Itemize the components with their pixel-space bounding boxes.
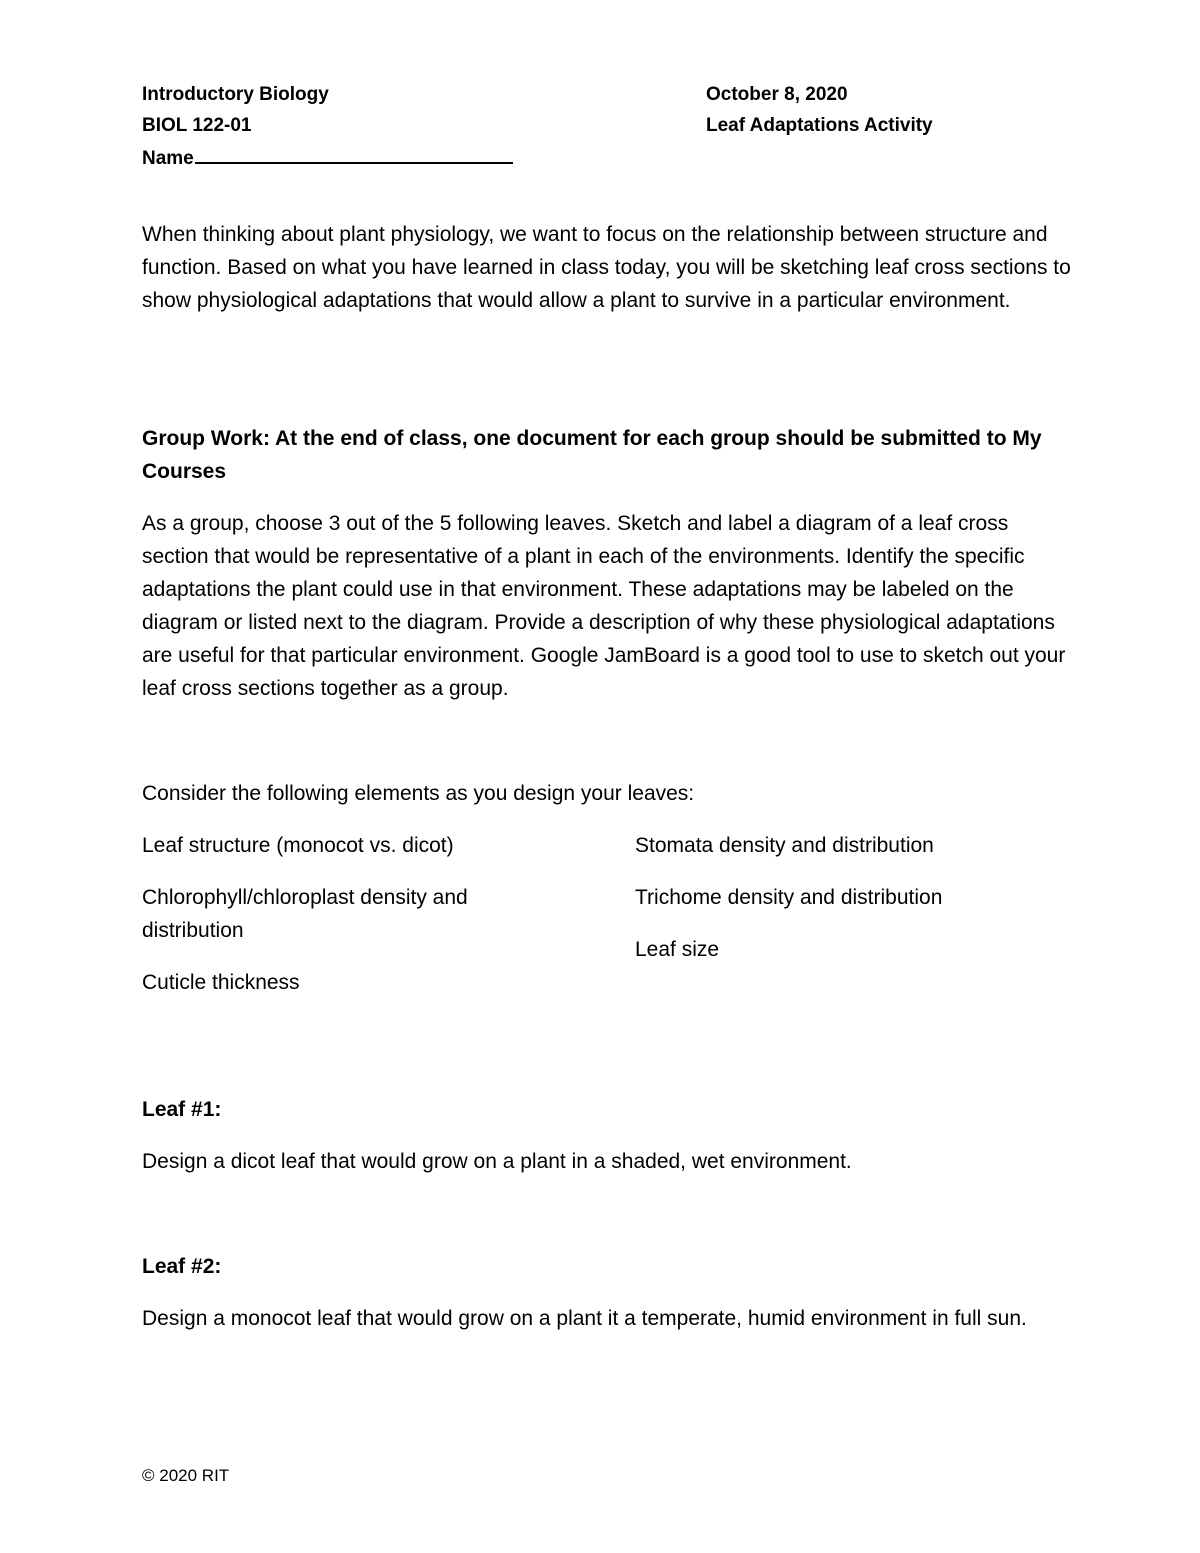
element-item: Leaf structure (monocot vs. dicot) (142, 834, 454, 857)
element-item: Leaf size (635, 938, 720, 961)
elements-right-column (635, 829, 1055, 966)
group-work-heading: Group Work: At the end of class, one document for each group should be submitted to My Courses (142, 427, 1042, 483)
group-work-instructions: As a group, choose 3 out of the 5 following leaves. Sketch and label a diagram of a leaf cross section that would be representative of a plant in each of the environments. Identify the specific adaptations the plant could use in that environment. These adaptations may be labeled on the diagram or listed next to the diagram. Provide a description of why these physiological adaptations are useful for that particular environment. Google JamBoard is a good tool to use to sketch out your leaf cross sections together as a group. (142, 512, 1066, 700)
copyright-footer: © 2020 RIT (142, 1466, 230, 1485)
date: October 8, 2020 (706, 84, 848, 105)
element-item: Trichome density and distribution (635, 886, 943, 909)
element-item: Stomata density and distribution (635, 834, 934, 857)
name-field (142, 140, 513, 175)
course-title: Introductory Biology (142, 84, 329, 105)
element-item: Chlorophyll/chloroplast density and distribution (142, 886, 468, 942)
leaf-1-text: Design a dicot leaf that would grow on a plant in a shaded, wet environment. (142, 1150, 852, 1173)
activity-title: Leaf Adaptations Activity (706, 115, 933, 136)
elements-intro: Consider the following elements as you design your leaves: (142, 782, 695, 805)
intro-paragraph: When thinking about plant physiology, we want to focus on the relationship between structure and function. Based on what you have learned in class today, you will be sketching leaf cross sections to show physiological adaptations that would allow a plant to survive in a particular environment. (142, 223, 1071, 312)
leaf-2-text: Design a monocot leaf that would grow on a plant it a temperate, humid environment in full sun. (142, 1307, 1027, 1330)
element-item: Cuticle thickness (142, 971, 300, 994)
leaf-1-label: Leaf #1: (142, 1098, 222, 1121)
leaf-2-label: Leaf #2: (142, 1255, 222, 1278)
course-code: BIOL 122-01 (142, 115, 252, 136)
name-blank-line (195, 140, 513, 164)
name-label: Name (142, 148, 194, 169)
elements-left-column (142, 829, 522, 999)
